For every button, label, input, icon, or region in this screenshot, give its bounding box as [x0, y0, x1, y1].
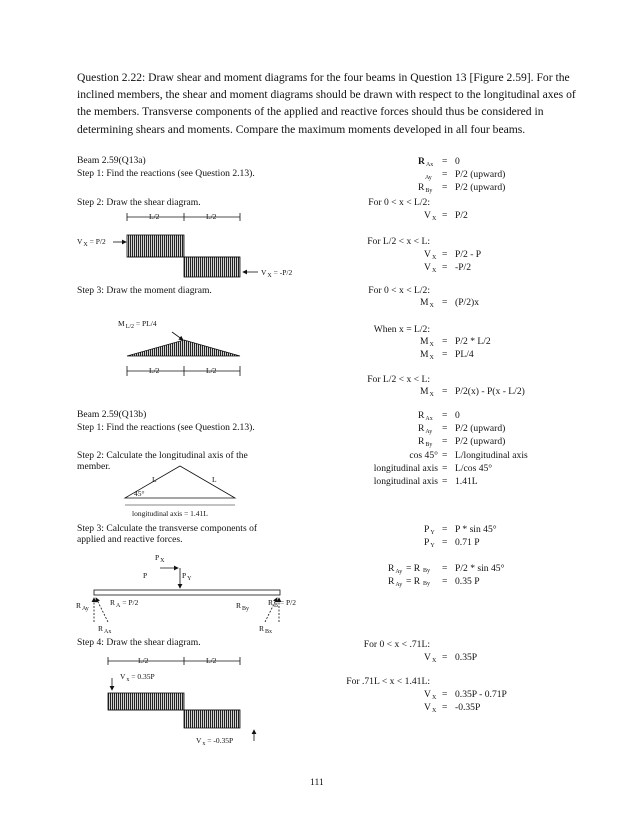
beam-b-reaction-by: $R_{By}$ = P/2 (upward): [418, 436, 506, 448]
py-label: $P_Y$: [182, 571, 192, 582]
beam-a-shear-eq-1: $V_X$ = P/2: [424, 210, 468, 222]
beam-a-moment-cond-3: For L/2 < x < L:: [367, 374, 430, 385]
px-label: $P_X$: [155, 553, 165, 564]
beam-a-moment-eq-1: $M_X$ = (P/2)x: [420, 297, 479, 309]
inclined-beam: [94, 590, 280, 595]
shear-negative-block: [184, 257, 240, 277]
reaction-transverse-1: $R_{Ay}$ = R By = P/2 * sin 45°: [388, 563, 505, 575]
beam-b-reaction-ay: $R_{Ay}$ = P/2 (upward): [418, 423, 506, 435]
axis-calc-2-val: L/cos 45°: [455, 463, 493, 474]
moment-dim-right: L/2: [206, 366, 217, 375]
b-v-top-label: $V_x = 0.35P$: [120, 672, 155, 683]
ra-label: $R_A = P/2$: [110, 598, 139, 609]
beam-a-shear-cond-1: For 0 < x < L/2:: [368, 197, 430, 208]
rbx-label: $R_{Bx}$: [259, 624, 273, 635]
axis-calc-2-eq: =: [442, 463, 448, 474]
question-text: Question 2.22: Draw shear and moment diagrams for the four beams in Question 13 [Figure 2.59]. For the inclined members, the shear and moment diagrams should be drawn with respect to the longitudinal axes of the members. Transverse components of the applied and reactive forces should thus be considered in determining shears and moments. Compare the maximum moments developed in all four beams.: [77, 71, 576, 136]
beam-a-reaction-ay: $_{Ay}$ = P/2 (upward): [425, 169, 506, 181]
axis-calc-3-val: 1.41L: [455, 476, 478, 487]
axis-calc-3-lhs: longitudinal axis: [373, 476, 438, 487]
beam-a-moment-eq-3: $M_X$ = PL/4: [420, 349, 474, 361]
b-dim-left: L/2: [138, 656, 149, 665]
rby-label: $R_{By}$: [236, 601, 250, 612]
ray-label: $R_{Ay}$: [76, 601, 89, 612]
beam-a-moment-eq-2: $M_X$ = P/2 * L/2: [420, 336, 491, 348]
moment-triangle: [127, 340, 240, 356]
beam-b-reaction-ax: $R_{Ax}$ = 0: [418, 410, 460, 422]
beam-b-shear-eq-3: $V_X$ = -0.35P: [424, 702, 481, 714]
reaction-transverse-2: $R_{Ay}$ = R By = 0.35 P: [388, 576, 480, 588]
moment-peak-label: $M_{L/2} = PL/4$: [118, 319, 157, 330]
beam-b-shear-cond-1: For 0 < x < .71L:: [363, 639, 430, 650]
beam-b-shear-eq-2: $V_X$ = 0.35P - 0.71P: [424, 689, 507, 701]
beam-a-shear-cond-2: For L/2 < x < L:: [367, 236, 430, 247]
beam-a-reaction-by: $R_{By}$ = P/2 (upward): [418, 182, 506, 194]
axis-calc-3-eq: =: [442, 476, 448, 487]
v-right-label: $V_X = -P/2$: [261, 268, 293, 279]
beam-b-title: Beam 2.59(Q13b): [77, 409, 147, 420]
beam-a-moment-cond-1: For 0 < x < L/2:: [368, 285, 430, 296]
dim-right-label: L/2: [206, 212, 217, 221]
beam-a-moment-eq-4: $M_X$ = P/2(x) - P(x - L/2): [420, 386, 525, 398]
triangle-angle-label: 45°: [134, 489, 145, 498]
triangle-right-label: L: [212, 475, 217, 484]
v-left-label: $V_X = P/2$: [77, 237, 106, 248]
axis-calc-1-eq: =: [442, 450, 448, 461]
beam-b-shear-eq-1: $V_X$ = 0.35P: [424, 652, 478, 664]
beam-b-shear-cond-2: For .71L < x < 1.41L:: [346, 676, 430, 687]
beam-a-title: Beam 2.59(Q13a): [77, 155, 146, 166]
triangle-base-label: longitudinal axis = 1.41L: [132, 509, 208, 518]
page-number: 111: [310, 777, 324, 788]
beam-a-step2: Step 2: Draw the shear diagram.: [77, 197, 201, 208]
beam-a-shear-eq-3: $V_X$ = -P/2: [424, 262, 471, 274]
transverse-eq-2: $P_Y$ = 0.71 P: [424, 537, 480, 549]
triangle-left-label: L: [152, 475, 157, 484]
beam-a-shear-eq-2: $V_X$ = P/2 - P: [424, 249, 482, 261]
axis-calc-1-val: L/longitudinal axis: [455, 450, 528, 461]
beam-a-step1: Step 1: Find the reactions (see Question 2.13).: [77, 168, 255, 179]
rax-label: $R_{Ax}$: [98, 624, 112, 635]
moment-dim-left: L/2: [149, 366, 160, 375]
shear-b-positive: [108, 693, 184, 710]
beam-a-step3: Step 3: Draw the moment diagram.: [77, 285, 212, 296]
dim-left-label: L/2: [149, 212, 160, 221]
beam-b-step3: Step 3: Calculate the transverse components of applied and reactive forces.: [77, 523, 258, 545]
beam-a-moment-cond-2: When x = L/2:: [373, 324, 430, 335]
beam-b-step2: Step 2: Calculate the longitudinal axis of the member.: [77, 450, 248, 472]
beam-b-step4: Step 4: Draw the shear diagram.: [77, 637, 201, 648]
b-v-bot-label: $V_x = -0.35P$: [196, 736, 234, 747]
beam-b-step1: Step 1: Find the reactions (see Question 2.13).: [77, 422, 255, 433]
shear-b-negative: [184, 710, 240, 728]
b-dim-right: L/2: [206, 656, 217, 665]
transverse-eq-1: $P_Y$ = P * sin 45°: [424, 524, 497, 536]
axis-calc-1-lhs: cos 45°: [409, 450, 438, 461]
rb-label: $R_B = P/2$: [268, 598, 297, 609]
p-label: P: [143, 571, 148, 580]
shear-positive-block: [127, 235, 184, 257]
axis-calc-2-lhs: longitudinal axis: [373, 463, 438, 474]
beam-a-reaction-ax: $R_{Ax}$ = 0: [418, 156, 460, 168]
